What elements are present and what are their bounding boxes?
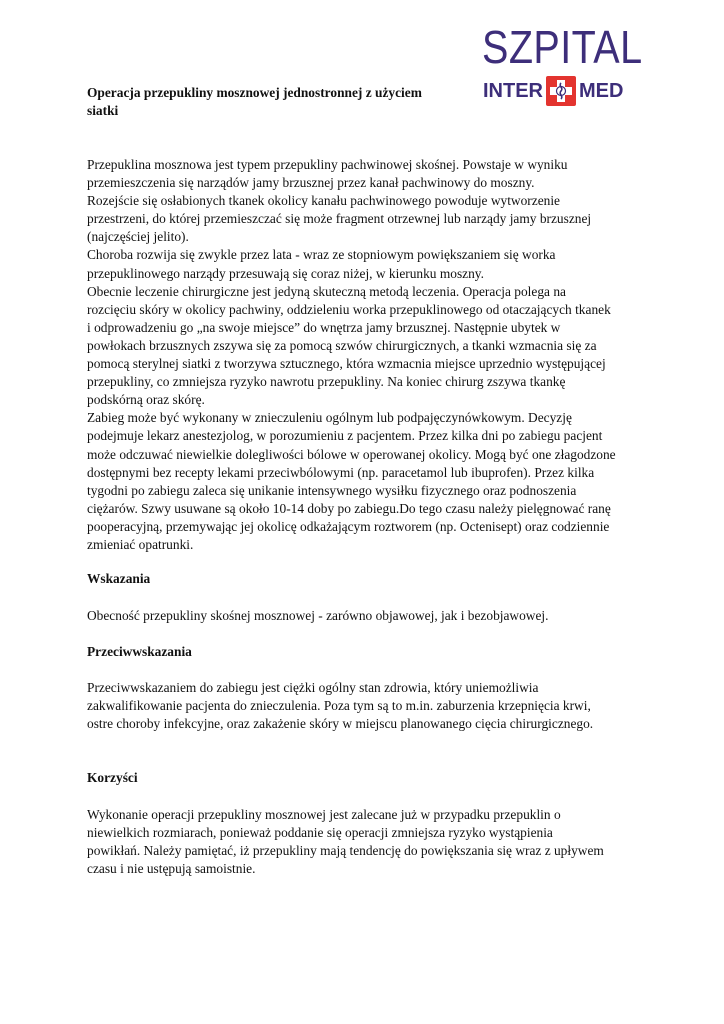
text-line: (najczęściej jelito). — [87, 229, 189, 245]
text-line: Przepuklina mosznowa jest typem przepukliny pachwinowej skośnej. Powstaje w wyniku — [87, 157, 568, 172]
text-line: przepuklinowego narządy przesuwają się coraz niżej, w kierunku moszny. — [87, 265, 484, 281]
text-line: powłokach brzusznych zszywa się za pomocą szwów chirurgicznych, a tkanki wzmacnia się za — [87, 337, 597, 353]
text-line: pomocą sterylnej siatki z tworzywa sztucznego, która wzmacnia miejsce uprzednio występującej — [87, 356, 606, 372]
text-line: może odczuwać niewielkie dolegliwości bólowe w operowanej okolicy. Mogą być one złagodzone — [87, 446, 616, 462]
text-line: dostępnymi bez recepty lekami przeciwbólowymi (np. paracetamol lub ibuprofen). Przez kilka — [87, 464, 595, 480]
section-heading-przeciwwskazania: Przeciwwskazania — [87, 644, 192, 659]
text-line: podskórną oraz skórę. — [87, 392, 205, 408]
text-line: Zabieg może być wykonany w znieczuleniu ogólnym lub podpajęczynówkowym. Decyzję — [87, 410, 572, 426]
text-line: Przeciwwskazaniem do zabiegu jest ciężki ogólny stan zdrowia, który uniemożliwia — [87, 680, 539, 695]
logo-word-med: MED — [579, 79, 624, 102]
section-heading-korzysci: Korzyści — [87, 770, 138, 785]
text-line: pooperacyjną, przemywając jej okolicę odkażającym roztworem (np. Octenisept) oraz codziennie — [87, 518, 610, 534]
text-line: przepukliny, co zmniejsza ryzyko nawrotu przepukliny. Na koniec chirurg zszywa tkankę — [87, 374, 566, 390]
text-line: Obecność przepukliny skośnej mosznowej - zarówno objawowej, jak i bezobjawowej. — [87, 608, 549, 623]
intro-text — [87, 156, 647, 554]
document-title-line: siatki — [87, 103, 119, 118]
hospital-logo — [482, 22, 644, 102]
logo-word-inter: INTER — [483, 79, 543, 102]
section-heading-wskazania: Wskazania — [87, 571, 151, 586]
document-title — [87, 84, 467, 120]
text-line: rozcięciu skóry w okolicy pachwiny, oddzieleniu worka przepuklinowego od otaczających tkanek — [87, 301, 611, 317]
medical-cross-icon — [546, 76, 576, 106]
text-line: niewielkich rozmiarach, ponieważ poddanie się operacji zmniejsza ryzyko wystąpienia — [87, 825, 553, 841]
logo-wordmark-bottom — [483, 76, 623, 106]
section-text-wskazania — [87, 607, 647, 625]
logo-wordmark-top: SZPITAL — [482, 21, 643, 73]
text-line: Wykonanie operacji przepukliny mosznowej jest zalecane już w przypadku przepuklin o — [87, 807, 561, 822]
document-title-line: Operacja przepukliny mosznowej jednostronnej z użyciem — [87, 85, 422, 100]
text-line: zmieniać opatrunki. — [87, 536, 194, 552]
section-text-przeciwwskazania — [87, 679, 647, 733]
text-line: Rozejście się osłabionych tkanek okolicy kanału pachwinowego powoduje wytworzenie — [87, 193, 561, 209]
text-line: powikłań. Należy pamiętać, iż przepukliny mają tendencję do powiększania się wraz z upływem — [87, 843, 604, 859]
text-line: tygodni po zabiegu zaleca się unikanie intensywnego wysiłku fizycznego oraz podnoszenia — [87, 482, 577, 498]
text-line: podejmuje lekarz anestezjolog, w porozumieniu z pacjentem. Przez kilka dni po zabiegu pacjent — [87, 428, 603, 444]
text-line: przemieszczenia się narządów jamy brzusznej przez kanał pachwinowy do moszny. — [87, 175, 535, 191]
text-line: ostre choroby infekcyjne, oraz zakażenie skóry w miejscu planowanego cięcia chirurgicznego. — [87, 716, 594, 732]
text-line: Obecnie leczenie chirurgiczne jest jedyną skuteczną metodą leczenia. Operacja polega na — [87, 283, 566, 299]
text-line: czasu i nie ustępują samoistnie. — [87, 861, 256, 877]
text-line: zakwalifikowanie pacjenta do znieczulenia. Poza tym są to m.in. zaburzenia krzepnięcia krwi, — [87, 698, 591, 714]
text-line: przestrzeni, do której przemieszczać się może fragment otrzewnej lub narządy jamy brzusznej — [87, 211, 592, 227]
text-line: Choroba rozwija się zwykle przez lata - wraz ze stopniowym powiększaniem się worka — [87, 247, 556, 263]
text-line: ciężarów. Szwy usuwane są około 10-14 doby po zabiegu.Do tego czasu należy pielęgnować ranę — [87, 500, 611, 516]
text-line: i odprowadzeniu go „na swoje miejsce” do wnętrza jamy brzusznej. Następnie ubytek w — [87, 319, 561, 335]
section-text-korzysci — [87, 806, 647, 878]
